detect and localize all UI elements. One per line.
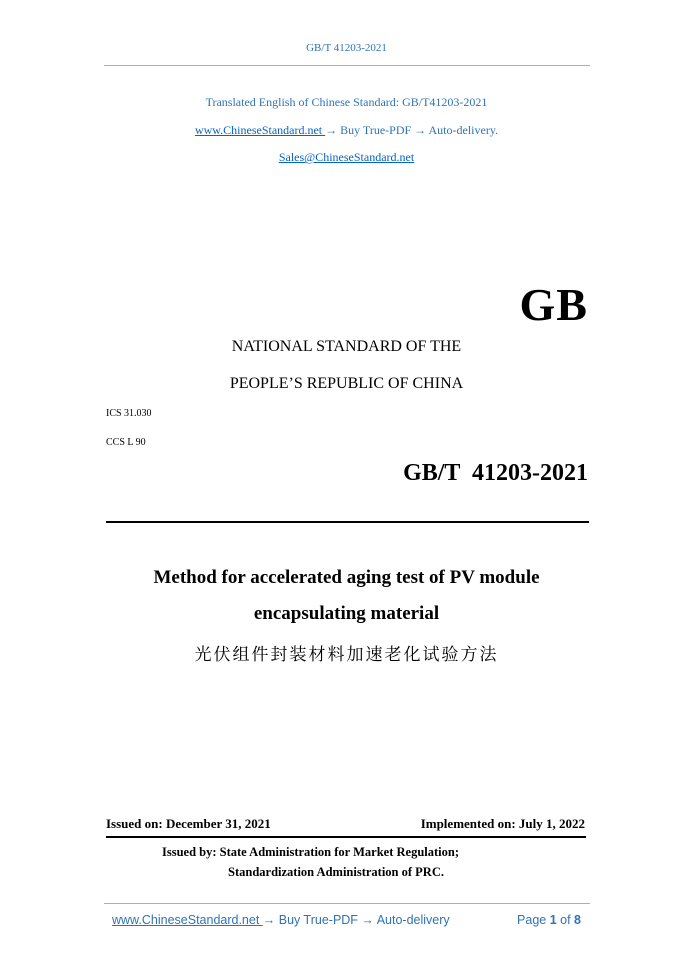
implemented-on: Implemented on: July 1, 2022: [420, 816, 585, 831]
running-header: GB/T 41203-2021: [306, 42, 387, 54]
page-label: Page: [517, 913, 550, 927]
page-total: 8: [574, 913, 581, 927]
ccs-code: CCS L 90: [106, 437, 146, 448]
standard-number-rule: [106, 521, 589, 523]
issued-by-line1: Issued by: State Administration for Market Regulation;: [162, 845, 459, 859]
title-en-line2: encapsulating material: [253, 603, 440, 624]
ics-code: ICS 31.030: [106, 408, 152, 419]
footer-site-link[interactable]: www.ChineseStandard.net: [112, 913, 263, 927]
issued-on: Issued on: December 31, 2021: [106, 816, 271, 831]
page-current: 1: [549, 913, 557, 927]
title-cn: 光伏组件封装材料加速老化试验方法: [194, 645, 499, 665]
gb-mark: GB: [519, 279, 588, 330]
translation-note: Translated English of Chinese Standard: GB/T41203-2021: [205, 95, 488, 109]
page-indicator: [517, 913, 581, 927]
national-standard-line1: NATIONAL STANDARD OF THE: [231, 338, 462, 355]
dates-rule: [106, 836, 586, 838]
standard-number: GB/T 41203-2021: [403, 460, 588, 486]
footer-purchase-suffix: → Buy True-PDF → Auto-delivery: [262, 913, 450, 927]
header-divider: [104, 65, 590, 66]
footer-purchase-line: [112, 913, 450, 927]
footer-divider: [104, 903, 590, 904]
issued-by-line2: Standardization Administration of PRC.: [228, 865, 444, 879]
title-en-line1: Method for accelerated aging test of PV module: [153, 567, 540, 588]
email-line: [0, 150, 693, 165]
national-standard-line2: PEOPLE’S REPUBLIC OF CHINA: [229, 375, 464, 392]
sales-email-link[interactable]: Sales@ChineseStandard.net: [278, 150, 415, 164]
purchase-line: [0, 123, 693, 138]
page-of: of: [556, 913, 575, 927]
purchase-suffix: → Buy True-PDF → Auto-delivery.: [325, 123, 499, 137]
site-link[interactable]: www.ChineseStandard.net: [194, 123, 326, 137]
